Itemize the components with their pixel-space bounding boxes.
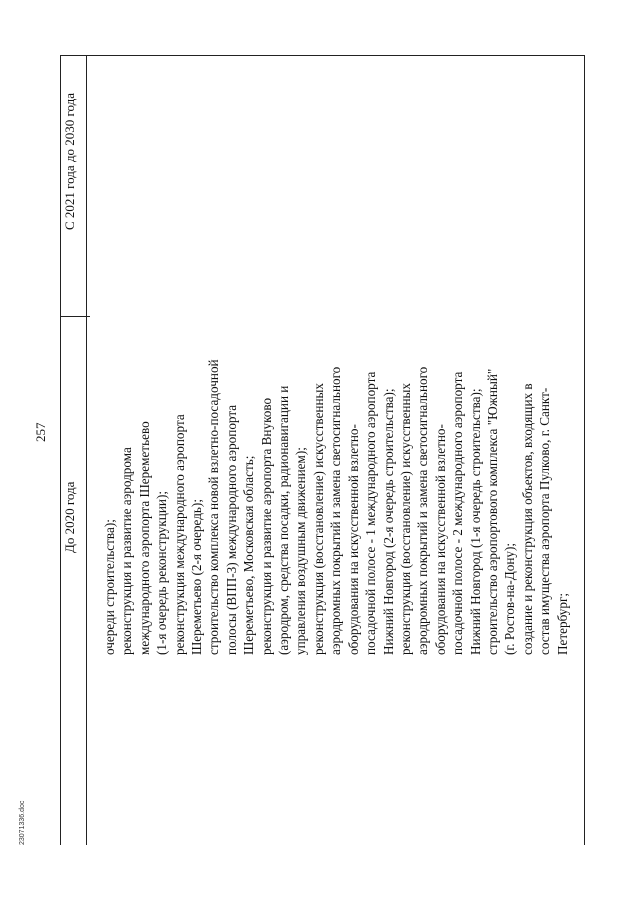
body-line: оборудования на искусственной взлетно- — [432, 424, 448, 655]
body-line: международного аэропорта Шереметьево — [136, 421, 152, 655]
body-line: оборудования на искусственной взлетно- — [345, 424, 361, 655]
body-line: полосы (ВПП-3) международного аэропорта — [223, 404, 239, 655]
table-column-divider — [60, 316, 90, 317]
column-header-until-2020: До 2020 года — [62, 481, 77, 553]
body-line: Шереметьево, Московская область; — [241, 455, 257, 655]
body-line: реконструкция и развитие аэропорта Внуково — [258, 397, 274, 655]
page-number: 257 — [33, 422, 48, 442]
body-line: строительство аэропортового комплекса "Южный" — [484, 368, 500, 655]
body-line: (1-я очередь реконструкции); — [154, 490, 170, 655]
table-cell-until-2020-content — [101, 297, 571, 655]
body-line: создание и реконструкция объектов, входящих в — [519, 383, 535, 655]
body-line: аэродромных покрытий и замена светосигнального — [415, 366, 431, 655]
body-line: состав имущества аэропорта Пулково, г. Санкт- — [537, 387, 553, 655]
column-header-2021-2030: С 2021 года до 2030 года — [62, 92, 77, 230]
body-line: управления воздушным движением); — [293, 447, 309, 655]
body-line: (г. Ростов-на-Дону); — [502, 542, 518, 655]
body-line: очереди строительства); — [102, 519, 117, 655]
table-top-border — [60, 55, 585, 56]
document-filename: 23071336.doc — [19, 800, 26, 845]
body-line: реконструкция (восстановление) искусственных — [397, 382, 413, 655]
body-line: строительство комплекса новой взлетно-посадочной — [206, 359, 222, 655]
body-line: аэродромных покрытий и замена светосигнального — [328, 366, 344, 655]
body-line: (аэродром, средства посадки, радионавигации и — [276, 385, 292, 655]
body-line: реконструкция (восстановление) искусственных — [310, 382, 326, 655]
body-line: реконструкция и развитие аэродрома — [119, 447, 135, 655]
table-header-divider — [86, 55, 87, 845]
body-line: Нижний Новгород (1-я очередь строительства); — [467, 388, 483, 655]
body-line: Шереметьево (2-я очередь); — [189, 499, 205, 655]
table-bottom-border — [584, 55, 585, 845]
table-left-border — [60, 55, 61, 845]
body-line: Нижний Новгород (2-я очередь строительства); — [380, 388, 396, 655]
body-line: посадочной полосе - 1 международного аэропорта — [363, 371, 379, 655]
body-line: посадочной полосе - 2 международного аэропорта — [450, 371, 466, 655]
body-line: реконструкция международного аэропорта — [171, 414, 187, 655]
body-line: Петербург; — [554, 592, 570, 655]
